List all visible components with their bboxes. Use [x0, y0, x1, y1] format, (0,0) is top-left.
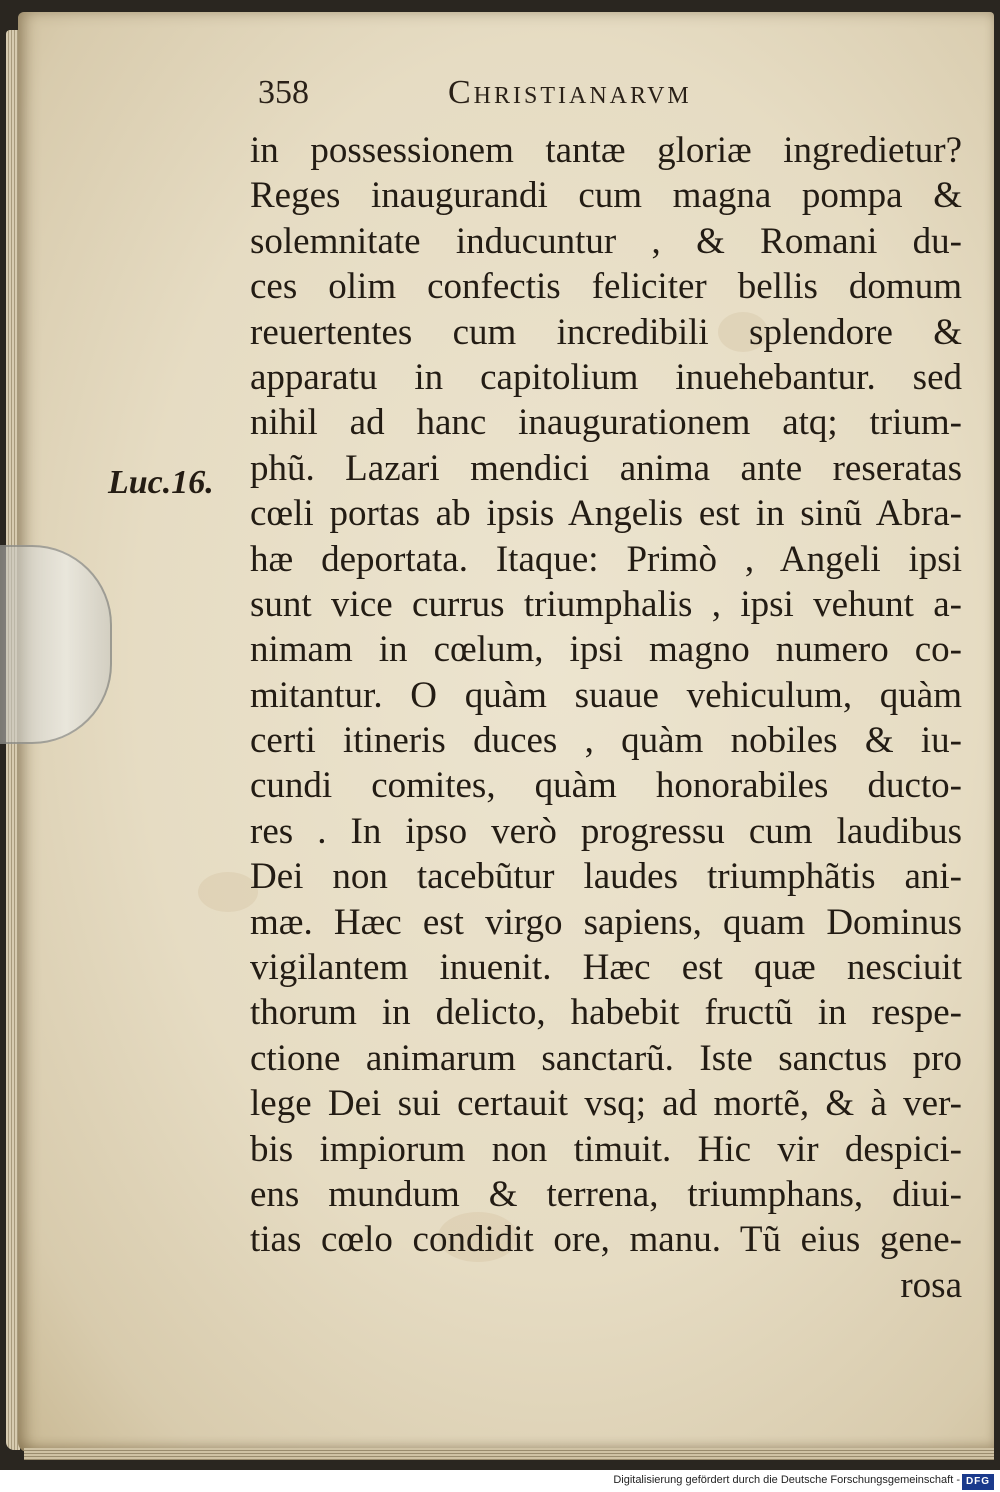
text-line: sunt vice currus triumphalis , ipsi vehunt a-: [250, 583, 962, 625]
text-line: reuertentes cum incredibili splendore &: [250, 311, 962, 353]
page-header: [258, 74, 818, 122]
text-line: Reges inaugurandi cum magna pompa &: [250, 175, 962, 217]
text-line: in possessionem tantæ gloriæ ingredietur?: [250, 130, 962, 171]
text-line: certi itineris duces , quàm nobiles & iu-: [250, 720, 962, 762]
text-line: ces olim confectis feliciter bellis domum: [250, 266, 962, 308]
body-text: [250, 128, 962, 1308]
page-bottom-edges: [24, 1448, 994, 1460]
text-line: ctione animarum sanctarũ. Iste sanctus pro: [250, 1037, 962, 1079]
page-number: 358: [258, 74, 309, 111]
dfg-logo: DFG: [962, 1474, 994, 1490]
text-line: apparatu in capitolium inuehebantur. sed: [250, 356, 962, 398]
text-line: nihil ad hanc inaugurationem atq; trium-: [250, 402, 962, 444]
digitization-footer: [0, 1470, 1000, 1492]
text-line: nimam in cœlum, ipsi magno numero co-: [250, 629, 962, 671]
text-line: lege Dei sui certauit vsq; ad mortẽ, & à ver-: [250, 1083, 962, 1125]
catchword: rosa: [900, 1264, 962, 1306]
text-line: thorum in delicto, habebit fructũ in respe-: [250, 992, 962, 1034]
text-line: mæ. Hæc est virgo sapiens, quam Dominus: [250, 901, 962, 943]
text-line: mitantur. O quàm suaue vehiculum, quàm: [250, 674, 962, 716]
text-line: cœli portas ab ipsis Angelis est in sinũ Abra-: [250, 493, 962, 535]
running-head: Christianarvm: [448, 74, 692, 111]
text-line: bis impiorum non timuit. Hic vir despici-: [250, 1128, 962, 1170]
foxing-stain: [198, 872, 258, 912]
funding-credit: Digitalisierung gefördert durch die Deutsche Forschungsgemeinschaft -: [613, 1474, 960, 1486]
text-line: vigilantem inuenit. Hæc est quæ nesciuit: [250, 947, 962, 989]
text-line: Dei non tacebũtur laudes triumphãtis ani-: [250, 856, 962, 898]
text-line: solemnitate inducuntur , & Romani du-: [250, 220, 962, 262]
text-line: res . In ipso verò progressu cum laudibus: [250, 810, 962, 852]
text-line: cundi comites, quàm honorabiles ducto-: [250, 765, 962, 807]
text-line: hæ deportata. Itaque: Primò , Angeli ipsi: [250, 538, 962, 580]
text-line: tias cœlo condidit ore, manu. Tũ eius gene-: [250, 1219, 962, 1261]
text-line: phũ. Lazari mendici anima ante reseratas: [250, 447, 962, 489]
text-line: ens mundum & terrena, triumphans, diui-: [250, 1173, 962, 1215]
margin-note: Luc.16.: [108, 464, 214, 501]
